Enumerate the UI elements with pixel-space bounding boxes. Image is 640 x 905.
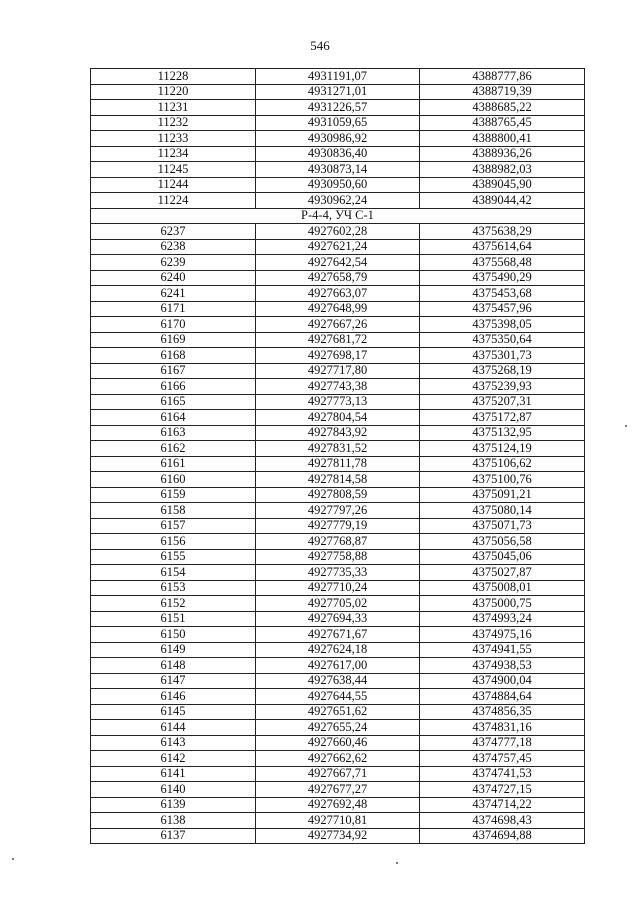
point-number-cell: 6241 bbox=[91, 286, 256, 302]
y-coordinate-cell: 4375490,29 bbox=[420, 270, 585, 286]
table-row bbox=[91, 425, 585, 441]
x-coordinate-cell: 4927734,92 bbox=[256, 828, 420, 844]
table-row bbox=[91, 704, 585, 720]
y-coordinate-cell: 4374884,64 bbox=[420, 689, 585, 705]
x-coordinate-cell: 4927811,78 bbox=[256, 456, 420, 472]
scan-speck bbox=[625, 425, 627, 427]
x-coordinate-cell: 4927662,62 bbox=[256, 751, 420, 767]
point-number-cell: 6158 bbox=[91, 503, 256, 519]
point-number-cell: 6167 bbox=[91, 363, 256, 379]
coordinates-table bbox=[90, 68, 585, 844]
y-coordinate-cell: 4375207,31 bbox=[420, 394, 585, 410]
point-number-cell: 6168 bbox=[91, 348, 256, 364]
point-number-cell: 6169 bbox=[91, 332, 256, 348]
x-coordinate-cell: 4927617,00 bbox=[256, 658, 420, 674]
y-coordinate-cell: 4388800,41 bbox=[420, 131, 585, 147]
y-coordinate-cell: 4375268,19 bbox=[420, 363, 585, 379]
x-coordinate-cell: 4927658,79 bbox=[256, 270, 420, 286]
x-coordinate-cell: 4930986,92 bbox=[256, 131, 420, 147]
table-row bbox=[91, 472, 585, 488]
x-coordinate-cell: 4927698,17 bbox=[256, 348, 420, 364]
y-coordinate-cell: 4374938,53 bbox=[420, 658, 585, 674]
y-coordinate-cell: 4375056,58 bbox=[420, 534, 585, 550]
table-row bbox=[91, 177, 585, 193]
point-number-cell: 11224 bbox=[91, 193, 256, 209]
point-number-cell: 6141 bbox=[91, 766, 256, 782]
y-coordinate-cell: 4374900,04 bbox=[420, 673, 585, 689]
point-number-cell: 6153 bbox=[91, 580, 256, 596]
table-row bbox=[91, 379, 585, 395]
x-coordinate-cell: 4930873,14 bbox=[256, 162, 420, 178]
scan-speck bbox=[396, 862, 398, 864]
point-number-cell: 11234 bbox=[91, 146, 256, 162]
point-number-cell: 6163 bbox=[91, 425, 256, 441]
point-number-cell: 6157 bbox=[91, 518, 256, 534]
x-coordinate-cell: 4927638,44 bbox=[256, 673, 420, 689]
table-row bbox=[91, 286, 585, 302]
y-coordinate-cell: 4374727,15 bbox=[420, 782, 585, 798]
point-number-cell: 11245 bbox=[91, 162, 256, 178]
y-coordinate-cell: 4374714,22 bbox=[420, 797, 585, 813]
x-coordinate-cell: 4927735,33 bbox=[256, 565, 420, 581]
y-coordinate-cell: 4375568,48 bbox=[420, 255, 585, 271]
x-coordinate-cell: 4927710,81 bbox=[256, 813, 420, 829]
y-coordinate-cell: 4375132,95 bbox=[420, 425, 585, 441]
y-coordinate-cell: 4388765,45 bbox=[420, 115, 585, 131]
table-row bbox=[91, 239, 585, 255]
y-coordinate-cell: 4375045,06 bbox=[420, 549, 585, 565]
point-number-cell: 11228 bbox=[91, 69, 256, 85]
point-number-cell: 11231 bbox=[91, 100, 256, 116]
x-coordinate-cell: 4927808,59 bbox=[256, 487, 420, 503]
x-coordinate-cell: 4927677,27 bbox=[256, 782, 420, 798]
x-coordinate-cell: 4927814,58 bbox=[256, 472, 420, 488]
point-number-cell: 6238 bbox=[91, 239, 256, 255]
table-row bbox=[91, 828, 585, 844]
point-number-cell: 6156 bbox=[91, 534, 256, 550]
table-row bbox=[91, 689, 585, 705]
table-row bbox=[91, 441, 585, 457]
x-coordinate-cell: 4927642,54 bbox=[256, 255, 420, 271]
y-coordinate-cell: 4375239,93 bbox=[420, 379, 585, 395]
point-number-cell: 6239 bbox=[91, 255, 256, 271]
point-number-cell: 11232 bbox=[91, 115, 256, 131]
x-coordinate-cell: 4930950,60 bbox=[256, 177, 420, 193]
x-coordinate-cell: 4927717,80 bbox=[256, 363, 420, 379]
y-coordinate-cell: 4375027,87 bbox=[420, 565, 585, 581]
point-number-cell: 6145 bbox=[91, 704, 256, 720]
y-coordinate-cell: 4375124,19 bbox=[420, 441, 585, 457]
table-row bbox=[91, 549, 585, 565]
table-row bbox=[91, 348, 585, 364]
point-number-cell: 6155 bbox=[91, 549, 256, 565]
x-coordinate-cell: 4931226,57 bbox=[256, 100, 420, 116]
x-coordinate-cell: 4927663,07 bbox=[256, 286, 420, 302]
point-number-cell: 6152 bbox=[91, 596, 256, 612]
table-row bbox=[91, 224, 585, 240]
table-row bbox=[91, 69, 585, 85]
table-row bbox=[91, 797, 585, 813]
y-coordinate-cell: 4374694,88 bbox=[420, 828, 585, 844]
table-row bbox=[91, 100, 585, 116]
x-coordinate-cell: 4927667,26 bbox=[256, 317, 420, 333]
x-coordinate-cell: 4930962,24 bbox=[256, 193, 420, 209]
x-coordinate-cell: 4927710,24 bbox=[256, 580, 420, 596]
y-coordinate-cell: 4388936,26 bbox=[420, 146, 585, 162]
x-coordinate-cell: 4927694,33 bbox=[256, 611, 420, 627]
x-coordinate-cell: 4931271,01 bbox=[256, 84, 420, 100]
point-number-cell: 6164 bbox=[91, 410, 256, 426]
y-coordinate-cell: 4375100,76 bbox=[420, 472, 585, 488]
point-number-cell: 6137 bbox=[91, 828, 256, 844]
point-number-cell: 6139 bbox=[91, 797, 256, 813]
table-row bbox=[91, 131, 585, 147]
point-number-cell: 6160 bbox=[91, 472, 256, 488]
y-coordinate-cell: 4374757,45 bbox=[420, 751, 585, 767]
point-number-cell: 6165 bbox=[91, 394, 256, 410]
table-row bbox=[91, 658, 585, 674]
y-coordinate-cell: 4374856,35 bbox=[420, 704, 585, 720]
point-number-cell: 6170 bbox=[91, 317, 256, 333]
y-coordinate-cell: 4374941,55 bbox=[420, 642, 585, 658]
coordinates-table-body bbox=[91, 69, 585, 844]
y-coordinate-cell: 4375172,87 bbox=[420, 410, 585, 426]
x-coordinate-cell: 4927648,99 bbox=[256, 301, 420, 317]
table-row bbox=[91, 596, 585, 612]
point-number-cell: 6240 bbox=[91, 270, 256, 286]
y-coordinate-cell: 4375106,62 bbox=[420, 456, 585, 472]
table-row bbox=[91, 503, 585, 519]
y-coordinate-cell: 4374741,53 bbox=[420, 766, 585, 782]
point-number-cell: 6159 bbox=[91, 487, 256, 503]
y-coordinate-cell: 4375350,64 bbox=[420, 332, 585, 348]
x-coordinate-cell: 4927644,55 bbox=[256, 689, 420, 705]
point-number-cell: 6171 bbox=[91, 301, 256, 317]
point-number-cell: 6140 bbox=[91, 782, 256, 798]
y-coordinate-cell: 4374975,16 bbox=[420, 627, 585, 643]
y-coordinate-cell: 4375301,73 bbox=[420, 348, 585, 364]
table-row bbox=[91, 611, 585, 627]
y-coordinate-cell: 4374993,24 bbox=[420, 611, 585, 627]
point-number-cell: 6166 bbox=[91, 379, 256, 395]
table-row bbox=[91, 565, 585, 581]
point-number-cell: 6237 bbox=[91, 224, 256, 240]
section-header-row bbox=[91, 208, 585, 224]
point-number-cell: 6162 bbox=[91, 441, 256, 457]
x-coordinate-cell: 4931191,07 bbox=[256, 69, 420, 85]
y-coordinate-cell: 4375091,21 bbox=[420, 487, 585, 503]
table-row bbox=[91, 580, 585, 596]
page-number: 546 bbox=[310, 38, 330, 53]
y-coordinate-cell: 4375614,64 bbox=[420, 239, 585, 255]
table-row bbox=[91, 115, 585, 131]
table-row bbox=[91, 301, 585, 317]
x-coordinate-cell: 4931059,65 bbox=[256, 115, 420, 131]
table-row bbox=[91, 735, 585, 751]
x-coordinate-cell: 4927768,87 bbox=[256, 534, 420, 550]
x-coordinate-cell: 4927671,67 bbox=[256, 627, 420, 643]
table-row bbox=[91, 456, 585, 472]
x-coordinate-cell: 4927773,13 bbox=[256, 394, 420, 410]
table-row bbox=[91, 751, 585, 767]
y-coordinate-cell: 4388685,22 bbox=[420, 100, 585, 116]
table-row bbox=[91, 782, 585, 798]
table-row bbox=[91, 84, 585, 100]
x-coordinate-cell: 4927797,26 bbox=[256, 503, 420, 519]
table-row bbox=[91, 518, 585, 534]
table-row bbox=[91, 363, 585, 379]
y-coordinate-cell: 4389044,42 bbox=[420, 193, 585, 209]
x-coordinate-cell: 4927602,28 bbox=[256, 224, 420, 240]
y-coordinate-cell: 4375080,14 bbox=[420, 503, 585, 519]
point-number-cell: 6151 bbox=[91, 611, 256, 627]
table-row bbox=[91, 193, 585, 209]
y-coordinate-cell: 4389045,90 bbox=[420, 177, 585, 193]
table-row bbox=[91, 766, 585, 782]
point-number-cell: 11233 bbox=[91, 131, 256, 147]
x-coordinate-cell: 4927804,54 bbox=[256, 410, 420, 426]
x-coordinate-cell: 4927705,02 bbox=[256, 596, 420, 612]
x-coordinate-cell: 4927692,48 bbox=[256, 797, 420, 813]
table-row bbox=[91, 487, 585, 503]
table-row bbox=[91, 720, 585, 736]
table-row bbox=[91, 146, 585, 162]
y-coordinate-cell: 4375457,96 bbox=[420, 301, 585, 317]
x-coordinate-cell: 4927660,46 bbox=[256, 735, 420, 751]
point-number-cell: 6161 bbox=[91, 456, 256, 472]
table-row bbox=[91, 410, 585, 426]
y-coordinate-cell: 4375008,01 bbox=[420, 580, 585, 596]
x-coordinate-cell: 4927843,92 bbox=[256, 425, 420, 441]
point-number-cell: 6147 bbox=[91, 673, 256, 689]
table-row bbox=[91, 332, 585, 348]
point-number-cell: 6144 bbox=[91, 720, 256, 736]
point-number-cell: 6146 bbox=[91, 689, 256, 705]
table-row bbox=[91, 673, 585, 689]
point-number-cell: 11244 bbox=[91, 177, 256, 193]
point-number-cell: 6149 bbox=[91, 642, 256, 658]
table-row bbox=[91, 162, 585, 178]
y-coordinate-cell: 4375000,75 bbox=[420, 596, 585, 612]
table-row bbox=[91, 642, 585, 658]
y-coordinate-cell: 4375071,73 bbox=[420, 518, 585, 534]
y-coordinate-cell: 4388777,86 bbox=[420, 69, 585, 85]
table-row bbox=[91, 813, 585, 829]
x-coordinate-cell: 4927681,72 bbox=[256, 332, 420, 348]
x-coordinate-cell: 4927779,19 bbox=[256, 518, 420, 534]
y-coordinate-cell: 4375398,05 bbox=[420, 317, 585, 333]
y-coordinate-cell: 4388719,39 bbox=[420, 84, 585, 100]
point-number-cell: 6154 bbox=[91, 565, 256, 581]
x-coordinate-cell: 4927655,24 bbox=[256, 720, 420, 736]
y-coordinate-cell: 4374698,43 bbox=[420, 813, 585, 829]
table-row bbox=[91, 394, 585, 410]
point-number-cell: 6150 bbox=[91, 627, 256, 643]
table-row bbox=[91, 317, 585, 333]
x-coordinate-cell: 4927758,88 bbox=[256, 549, 420, 565]
x-coordinate-cell: 4927624,18 bbox=[256, 642, 420, 658]
x-coordinate-cell: 4927621,24 bbox=[256, 239, 420, 255]
section-title: Р-4-4, УЧ С-1 bbox=[91, 208, 585, 224]
table-row bbox=[91, 255, 585, 271]
x-coordinate-cell: 4927667,71 bbox=[256, 766, 420, 782]
scan-speck bbox=[12, 858, 14, 860]
point-number-cell: 6148 bbox=[91, 658, 256, 674]
x-coordinate-cell: 4927743,38 bbox=[256, 379, 420, 395]
x-coordinate-cell: 4927651,62 bbox=[256, 704, 420, 720]
table-row bbox=[91, 627, 585, 643]
point-number-cell: 11220 bbox=[91, 84, 256, 100]
y-coordinate-cell: 4375638,29 bbox=[420, 224, 585, 240]
point-number-cell: 6138 bbox=[91, 813, 256, 829]
x-coordinate-cell: 4927831,52 bbox=[256, 441, 420, 457]
y-coordinate-cell: 4375453,68 bbox=[420, 286, 585, 302]
table-row bbox=[91, 270, 585, 286]
y-coordinate-cell: 4374831,16 bbox=[420, 720, 585, 736]
x-coordinate-cell: 4930836,40 bbox=[256, 146, 420, 162]
y-coordinate-cell: 4374777,18 bbox=[420, 735, 585, 751]
point-number-cell: 6142 bbox=[91, 751, 256, 767]
point-number-cell: 6143 bbox=[91, 735, 256, 751]
y-coordinate-cell: 4388982,03 bbox=[420, 162, 585, 178]
table-row bbox=[91, 534, 585, 550]
